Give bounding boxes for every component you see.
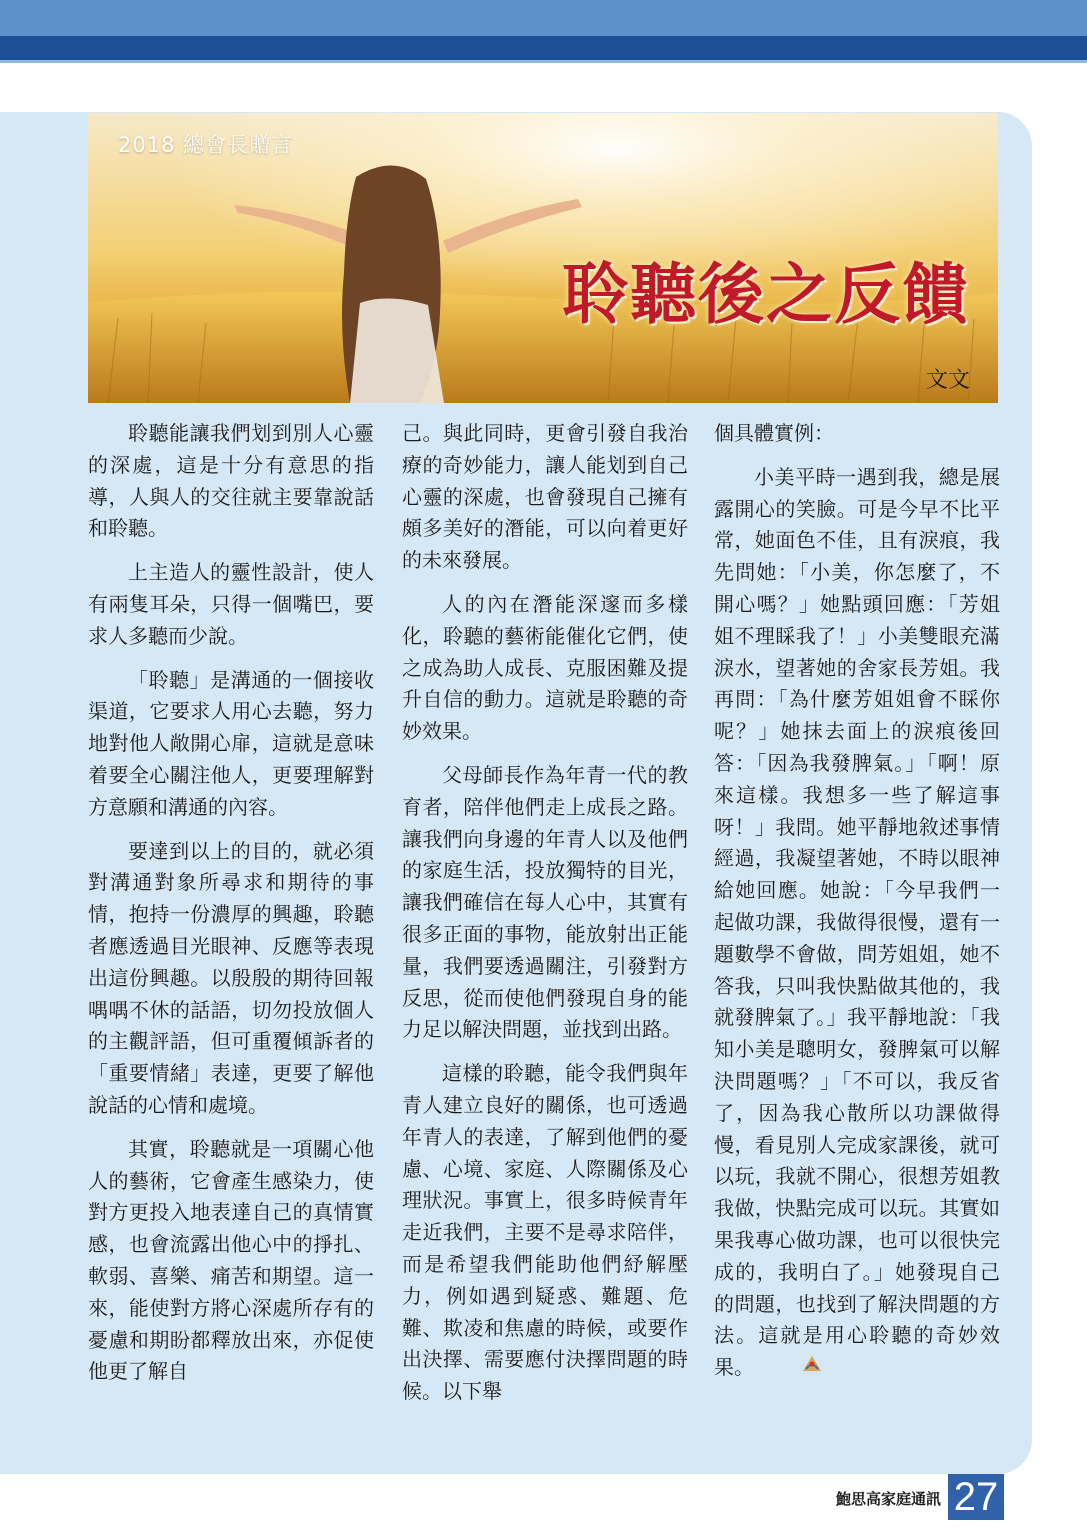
- series-label: 2018 總會長贈言: [118, 133, 294, 157]
- banner-light-stripe: [0, 0, 1087, 36]
- paragraph: 要達到以上的目的，就必須對溝通對象所尋求和期待的事情，抱持一份濃厚的興趣，聆聽者應透過目光眼神、反應等表現出這份興趣。以殷殷的期待回報喁喁不休的話語，切勿投放個人的主觀評語，但可重覆傾訴者的「重要情緒」表達，更要了解他說話的心情和處境。: [88, 838, 374, 1117]
- article-title: 聆聽後之反饋: [562, 256, 970, 333]
- end-mark-icon: [760, 1353, 824, 1385]
- author-name: 文文: [925, 368, 970, 393]
- banner-dark-stripe: [0, 36, 1087, 60]
- paragraph: 其實，聆聽就是一項關心他人的藝術，它會產生感染力，使對方更投入地表達自己的真情實感，也會流露出他心中的掙扎、軟弱、喜樂、痛苦和期望。這一來，能使對方將心深處所存有的憂慮和期盼都釋放出來，亦促使他更了解自: [88, 1136, 374, 1384]
- article-column-2: [402, 418, 688, 1420]
- paragraph: 父母師長作為年青一代的教育者，陪伴他們走上成長之路。讓我們向身邊的年青人以及他們的家庭生活，投放獨特的目光，讓我們確信在每人心中，其實有很多正面的事物，能放射出正能量，我們要透過關注，引發對方反思，從而使他們發現自身的能力足以解決問題，並找到出路。: [402, 762, 688, 1042]
- article-column-1: [88, 418, 374, 1400]
- paragraph-text: 小美平時一遇到我，總是展露開心的笑臉。可是今早不比平常，她面色不佳，且有淚痕，我先問她：「小美，你怎麼了，不開心嗎？」她點頭回應：「芳姐姐不理睬我了！」小美雙眼充滿淚水，望著她的舍家長芳姐。我再問：「為什麼芳姐姐會不睬你呢？」她抹去面上的淚痕後回答：「因為我發脾氣。」「啊！原來這樣。我想多一些了解這事呀！」我問。她平靜地敘述事情經過，我凝望著她，不時以眼神給她回應。她說：「今早我們一起做功課，我做得很慢，還有一題數學不會做，問芳姐姐，她不答我，只叫我快點做其他的，我就發脾氣了。」我平靜地說：「我知小美是聰明女，發脾氣可以解決問題嗎？」「不可以，我反省了，因為我心散所以功課做得慢，看見別人完成家課後，就可以玩，我就不開心，很想芳姐教我做，快點完成可以玩。其實如果我專心做功課，也可以很快完成的，我明白了。」她發現自己的問題，也找到了解決問題的方法。這就是用心聆聽的奇妙效果。: [714, 464, 1000, 1380]
- banner-thin-line: [0, 60, 1087, 63]
- top-banner: [0, 0, 1087, 70]
- paragraph-last: [714, 462, 1000, 1385]
- paragraph: 這樣的聆聽，能令我們與年青人建立良好的關係，也可透過年青人的表達，了解到他們的憂慮、心境、家庭、人際關係及心理狀況。事實上，很多時候青年走近我們，主要不是尋求陪伴，而是希望我們能助他們紓解壓力，例如遇到疑惑、難題、危難、欺凌和焦慮的時候，或要作出決擇、需要應付決擇問題的時候。以下舉: [402, 1061, 688, 1404]
- hero-image: [88, 113, 998, 403]
- paragraph: 個具體實例：: [714, 421, 834, 445]
- article-column-3: [714, 418, 1000, 1397]
- paragraph: 人的內在潛能深邃而多樣化，聆聽的藝術能催化它們，使之成為助人成長、克服困難及提升自信的動力。這就是聆聽的奇妙效果。: [402, 591, 688, 744]
- paragraph: 聆聽能讓我們划到別人心靈的深處，這是十分有意思的指導，人與人的交往就主要靠說話和聆聽。: [88, 421, 374, 541]
- publication-name: 鮑思高家庭通訊: [836, 1490, 942, 1508]
- paragraph: 己。與此同時，更會引發自我治療的奇妙能力，讓人能划到自己心靈的深處，也會發現自己擁有頗多美好的潛能，可以向着更好的未來發展。: [402, 421, 688, 573]
- page-number: 27: [948, 1474, 1004, 1520]
- paragraph: 「聆聽」是溝通的一個接收渠道，它要求人用心去聽，努力地對他人敞開心扉，這就是意味着要全心關注他人，更要理解對方意願和溝通的內容。: [88, 667, 374, 819]
- paragraph: 上主造人的靈性設計，使人有兩隻耳朵，只得一個嘴巴，要求人多聽而少說。: [88, 560, 374, 648]
